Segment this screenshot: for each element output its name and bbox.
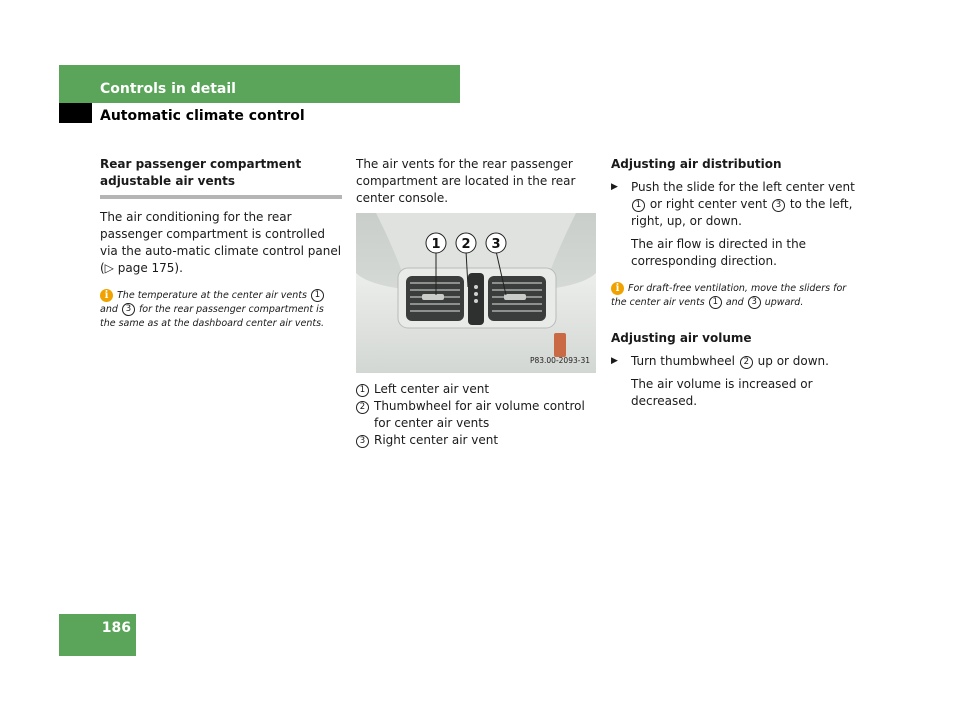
callout-number: 3 [772, 199, 785, 212]
callout-number: 1 [356, 384, 369, 397]
callout-number: 1 [709, 296, 722, 309]
column-1 [100, 156, 342, 331]
callout-number: 3 [748, 296, 761, 309]
step-item: ▶ Push the slide for the left center vent 1 or right center vent 3 to the left, right, up, or down. [611, 180, 855, 228]
info-note: i The temperature at the center air vents 1 and 3 for the rear passenger compartment is the same as at the dashboard center air vents. [100, 290, 325, 329]
legend-item: 3 Right center air vent [356, 432, 598, 449]
callout-number: 3 [356, 435, 369, 448]
callout-number: 1 [311, 289, 324, 302]
step-result: The air volume is increased or decreased. [631, 377, 813, 408]
info-note: i For draft-free ventilation, move the sliders for the center air vents 1 and 3 upward. [611, 283, 847, 308]
svg-text:3: 3 [491, 237, 501, 252]
intro-text: The air vents for the rear passenger compartment are located in the rear center console. [356, 157, 576, 205]
air-vents-drawing [356, 213, 596, 373]
step-result: The air flow is directed in the corresponding direction. [631, 237, 807, 268]
column-3 [611, 156, 856, 410]
info-icon: i [611, 282, 624, 295]
callout-number: 2 [740, 356, 753, 369]
callout-number: 3 [122, 303, 135, 316]
svg-text:1: 1 [431, 237, 441, 252]
legend-item: 1 Left center air vent [356, 381, 598, 398]
svg-text:2: 2 [461, 237, 471, 252]
subsection-title: Automatic climate control [100, 108, 305, 124]
step-item: ▶ Turn thumbwheel 2 up or down. [611, 354, 829, 368]
column-2 [356, 156, 598, 449]
heading-rule [100, 195, 342, 199]
callout-number: 1 [632, 199, 645, 212]
legend-item: 2 Thumbwheel for air volume control for center air vents [356, 398, 598, 432]
header-marker [59, 103, 92, 123]
heading-air-volume: Adjusting air volume [611, 331, 752, 345]
callout-number: 2 [356, 401, 369, 414]
info-icon: i [100, 289, 113, 302]
heading-air-distribution: Adjusting air distribution [611, 157, 782, 171]
triangle-bullet-icon: ▶ [611, 182, 618, 192]
triangle-bullet-icon: ▶ [611, 356, 618, 366]
body-text: The air conditioning for the rear passenger compartment is controlled via the auto-matic climate control panel (▷ page 175). [100, 210, 342, 275]
image-code: P83.00-2093-31 [529, 356, 590, 365]
rear-console-illustration [356, 213, 596, 373]
page-number: 186 [101, 620, 131, 636]
section-title: Controls in detail [100, 81, 236, 97]
heading-rear-vents: Rear passenger compartment adjustable air vents [100, 157, 302, 188]
